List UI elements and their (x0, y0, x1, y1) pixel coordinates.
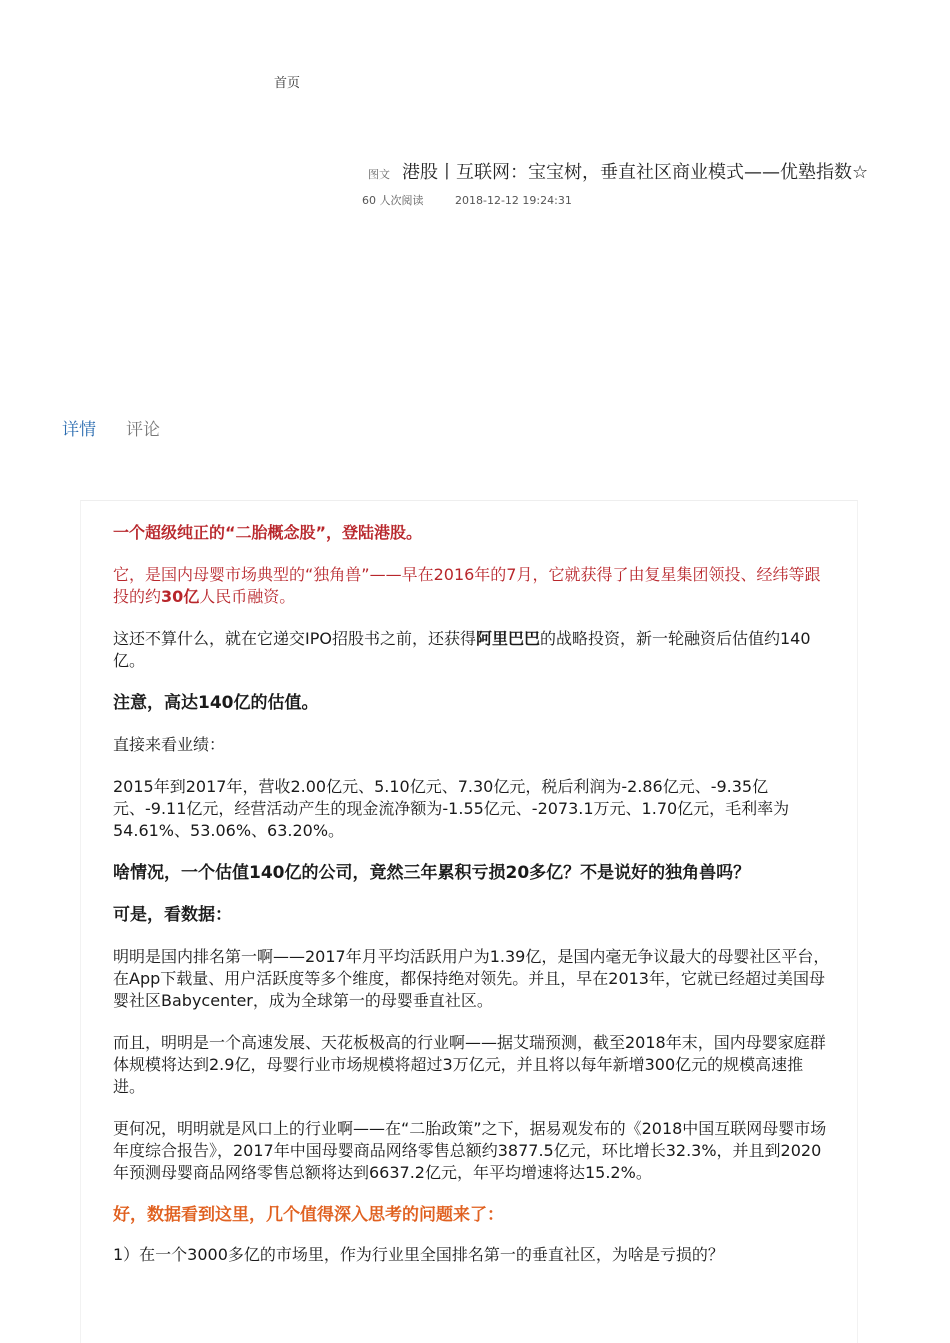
article-body (113, 522, 833, 1266)
paragraph-4-heading: 注意，高达140亿的估值。 (113, 693, 319, 713)
paragraph-5: 直接来看业绩： (113, 735, 226, 754)
paragraph-1: 一个超级纯正的“二胎概念股”，登陆港股。 (113, 523, 423, 542)
paragraph-2-text-c: 人民币融资。 (199, 587, 296, 606)
paragraph-13: 1）在一个3000多亿的市场里，作为行业里全国排名第一的垂直社区，为啥是亏损的？ (113, 1245, 724, 1264)
home-link[interactable]: 首页 (274, 76, 301, 91)
paragraph-2-text-a: 它，是国内母婴市场典型的“独角兽”——早在2016年的7月，它就获得了由复星集团领投、经纬等跟投的约 (113, 565, 821, 606)
paragraph-9: 明明是国内排名第一啊——2017年月平均活跃用户为1.39亿，是国内毫无争议最大的母婴社区平台，在App下载量、用户活跃度等多个维度，都保持绝对领先。并且，早在2013年，它就已经超过美国母婴社区Babycenter，成为全球第一的母婴垂直社区。 (113, 947, 830, 1010)
paragraph-3-text-c: 的战略投资，新一轮融资后估值约140亿。 (113, 629, 811, 670)
paragraph-3-highlight: 阿里巴巴 (475, 629, 540, 648)
paragraph-10: 而且，明明是一个高速发展、天花板极高的行业啊——据艾瑞预测，截至2018年末，国内母婴家庭群体规模将达到2.9亿，母婴行业市场规模将超过3万亿元，并且将以每年新增300亿元的规模高速推进。 (113, 1033, 826, 1096)
paragraph-2 (113, 564, 833, 608)
article-title: 港股丨互联网：宝宝树，垂直社区商业模式——优塾指数☆ (402, 162, 869, 183)
article-header (368, 158, 868, 184)
paragraph-12-heading: 好，数据看到这里，几个值得深入思考的问题来了： (113, 1205, 504, 1225)
paragraph-11: 更何况，明明就是风口上的行业啊——在“二胎政策”之下，据易观发布的《2018中国互联网母婴市场年度综合报告》，2017年中国母婴商品网络零售总额约3877.5亿元，环比增长32.3%，并且到2020年预测母婴商品网络零售总额将达到6637.2亿元，年平均增速将达15.2%。 (113, 1119, 827, 1182)
paragraph-3-text-a: 这还不算什么，就在它递交IPO招股书之前，还获得 (113, 629, 476, 648)
tab-details[interactable]: 详情 (62, 420, 96, 440)
tab-comments[interactable]: 评论 (126, 420, 160, 440)
paragraph-7-heading: 啥情况，一个估值140亿的公司，竟然三年累积亏损20多亿？不是说好的独角兽吗？ (113, 863, 751, 883)
paragraph-8-heading: 可是，看数据： (113, 905, 232, 925)
paragraph-2-highlight: 30亿 (161, 587, 200, 606)
paragraph-6: 2015年到2017年，营收2.00亿元、5.10亿元、7.30亿元，税后利润为-2.86亿元、-9.35亿元、-9.11亿元，经营活动产生的现金流净额为-1.55亿元、-2073.1万元、1.70亿元，毛利率为54.61%、53.06%、63.20%。 (113, 777, 790, 840)
tab-bar (62, 415, 190, 440)
paragraph-3 (113, 628, 833, 672)
article-meta (362, 192, 572, 208)
publish-datetime: 2018-12-12 19:24:31 (455, 194, 572, 207)
article-type-tag: 图文 (368, 168, 390, 181)
view-count: 60 人次阅读 (362, 194, 424, 207)
